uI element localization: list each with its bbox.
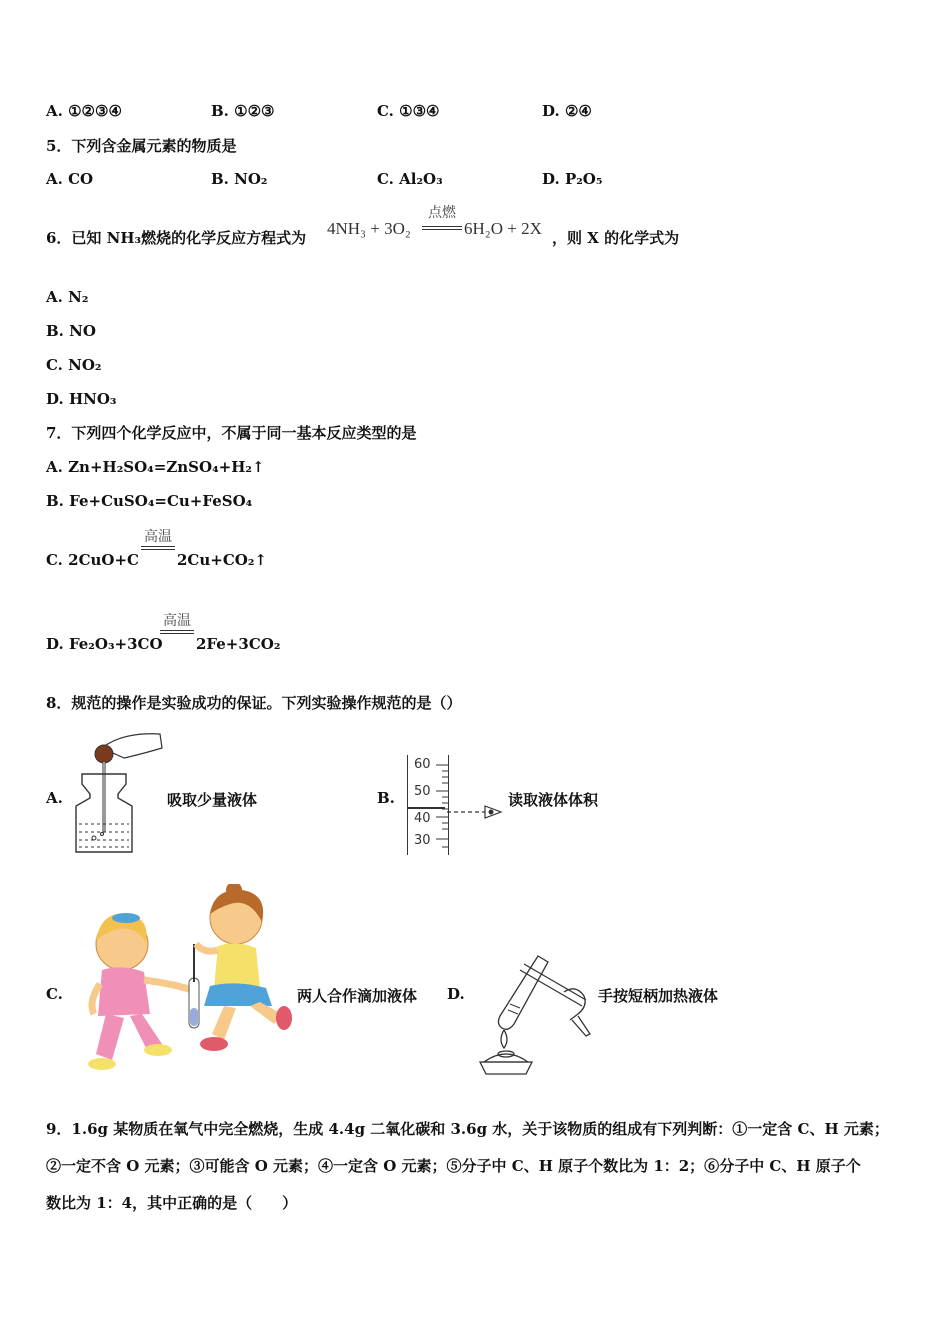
q6-option-a[interactable]: A. N₂ xyxy=(46,288,89,306)
q4-option-b[interactable]: B. ①②③ xyxy=(211,102,275,120)
q9-line-1: 9．1.6g 某物质在氧气中完全燃烧，生成 4.4g 二氧化碳和 3.6g 水，关于该物质的组成有下列判断：①一定含 C、H 元素； xyxy=(46,1120,889,1138)
q8-stem: 8．规范的操作是实验成功的保证。下列实验操作规范的是（） xyxy=(46,694,462,712)
eye-sight-line xyxy=(447,801,505,821)
q4-option-a[interactable]: A. ①②③④ xyxy=(46,102,122,120)
q8-option-c-text: 两人合作滴加液体 xyxy=(297,987,418,1005)
q5-option-b[interactable]: B. NO₂ xyxy=(211,170,268,188)
q7-option-b[interactable]: B. Fe+CuSO₄=Cu+FeSO₄ xyxy=(46,492,253,510)
q8-option-d-letter[interactable]: D. xyxy=(447,985,465,1003)
q7-option-d-condition: 高温 xyxy=(163,613,191,629)
q8-option-a-text: 吸取少量液体 xyxy=(167,791,258,809)
q7-stem: 7．下列四个化学反应中，不属于同一基本反应类型的是 xyxy=(46,424,417,442)
tick-label-30: 30 xyxy=(414,833,431,848)
q5-stem: 5．下列含金属元素的物质是 xyxy=(46,137,237,155)
q7-option-c-left: 2CuO+C xyxy=(68,551,139,569)
q7-option-c-arrow xyxy=(141,546,175,550)
tick-label-40: 40 xyxy=(414,811,431,826)
q6-equation-right: 6H₂O + 2X xyxy=(464,219,542,238)
q5-option-d[interactable]: D. P₂O₅ xyxy=(542,170,603,188)
q7-option-c-letter: C. xyxy=(46,551,63,569)
heating-test-tube-figure xyxy=(474,950,598,1080)
q6-stem-after: ，则 X 的化学式为 xyxy=(552,229,680,247)
liquid-meniscus xyxy=(408,807,445,809)
tick-label-60: 60 xyxy=(414,757,431,772)
q4-option-d[interactable]: D. ②④ xyxy=(542,102,592,120)
children-cooperating-figure xyxy=(84,884,294,1079)
q6-stem-before: 6．已知 NH₃燃烧的化学反应方程式为 xyxy=(46,229,307,247)
q8-option-c-letter[interactable]: C. xyxy=(46,985,63,1003)
q7-option-a[interactable]: A. Zn+H₂SO₄=ZnSO₄+H₂↑ xyxy=(46,458,265,476)
measuring-cylinder xyxy=(407,755,449,855)
q4-option-c[interactable]: C. ①③④ xyxy=(377,102,440,120)
q8-option-b-letter[interactable]: B. xyxy=(377,789,395,807)
dropper-bottle-figure xyxy=(72,728,164,858)
q8-option-a-letter[interactable]: A. xyxy=(46,789,63,807)
q6-equation-arrow xyxy=(422,226,462,230)
tick-label-50: 50 xyxy=(414,784,431,799)
q6-equation-condition: 点燃 xyxy=(428,205,456,221)
q6-option-c[interactable]: C. NO₂ xyxy=(46,356,102,374)
q7-option-c-right: 2Cu+CO₂↑ xyxy=(177,551,267,569)
q9-line-2: ②一定不含 O 元素；③可能含 O 元素；④一定含 O 元素；⑤分子中 C、H 原子个数比为 1：2；⑥分子中 C、H 原子个 xyxy=(46,1157,861,1175)
q6-option-b[interactable]: B. NO xyxy=(46,322,96,340)
q8-option-d-text: 手按短柄加热液体 xyxy=(598,987,719,1005)
q7-option-c-condition: 高温 xyxy=(144,529,172,545)
q7-option-d-arrow xyxy=(160,630,194,634)
q7-option-d-right: 2Fe+3CO₂ xyxy=(196,635,281,653)
q6-equation-left: 4NH₃ + 3O₂ xyxy=(327,219,411,238)
q8-option-b-text: 读取液体体积 xyxy=(508,791,599,809)
q9-line-3: 数比为 1：4，其中正确的是（ ） xyxy=(46,1194,298,1212)
q6-option-d[interactable]: D. HNO₃ xyxy=(46,390,117,408)
q5-option-a[interactable]: A. CO xyxy=(46,170,94,188)
q7-option-d-left: Fe₂O₃+3CO xyxy=(68,635,163,653)
q7-option-d-letter: D. xyxy=(46,635,64,653)
q5-option-c[interactable]: C. Al₂O₃ xyxy=(377,170,443,188)
